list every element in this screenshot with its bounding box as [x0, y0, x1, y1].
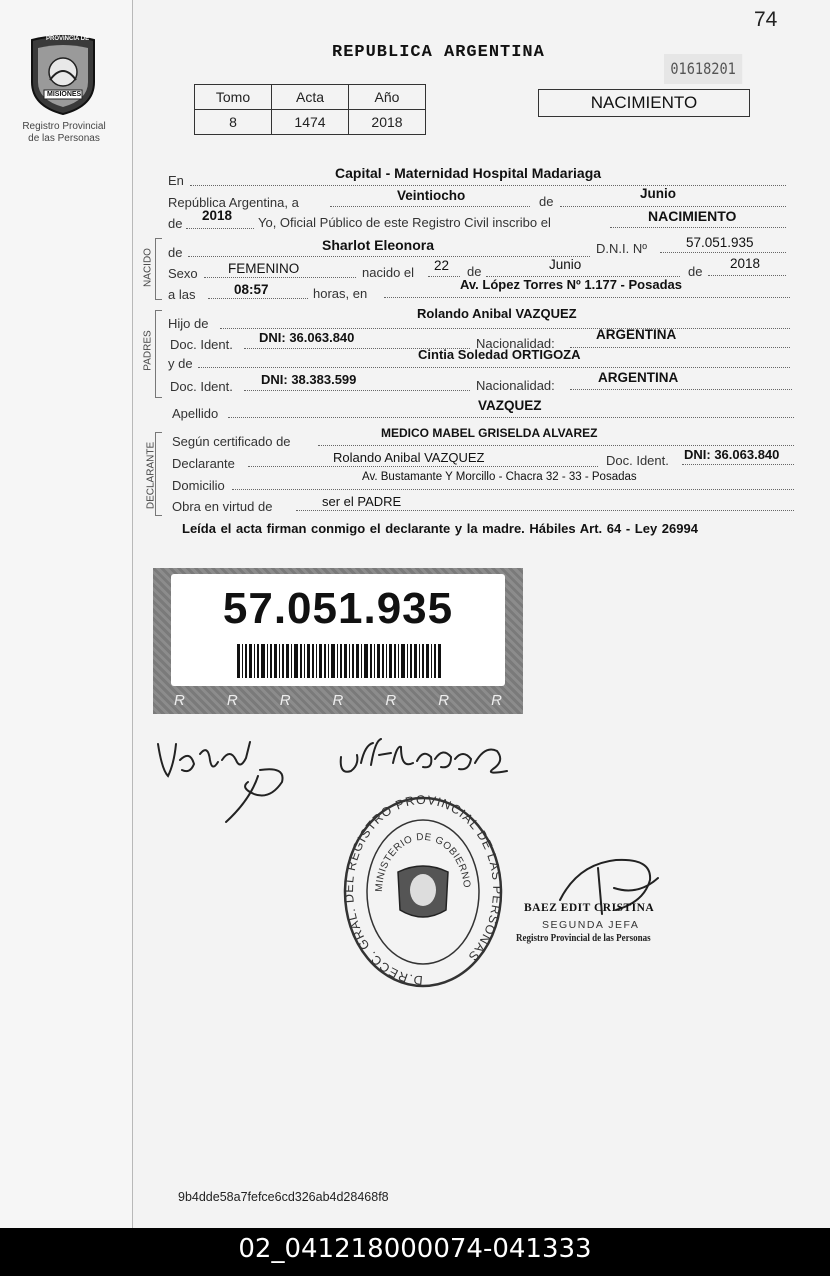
padres-section-label: PADRES	[142, 330, 154, 371]
mother-nationality-label: Nacionalidad:	[476, 378, 555, 393]
sticker-pattern-letter: R	[438, 691, 450, 709]
birth-year: 2018	[730, 256, 761, 271]
nacido-bracket	[155, 238, 162, 300]
father-name: Rolando Anibal VAZQUEZ	[417, 306, 577, 321]
value-tomo: 8	[195, 110, 272, 135]
declarant-doc: DNI: 36.063.840	[684, 447, 780, 462]
certificate-value: MEDICO MABEL GRISELDA ALVAREZ	[381, 426, 598, 440]
header-ano: Año	[349, 85, 426, 110]
event-line	[610, 227, 786, 228]
statement-text: Yo, Oficial Público de este Registro Civil inscribo el	[258, 215, 551, 230]
father-doc-label: Doc. Ident.	[170, 337, 233, 352]
sticker-label	[171, 574, 505, 686]
mother-doc-label: Doc. Ident.	[170, 379, 233, 394]
y-de-label: y de	[168, 356, 193, 371]
newborn-dni: 57.051.935	[686, 235, 754, 250]
apellido-label: Apellido	[172, 406, 219, 421]
nacido-el-label: nacido el	[362, 265, 415, 280]
birth-year-line	[708, 275, 786, 276]
domicilio-label: Domicilio	[172, 478, 225, 493]
obra-label: Obra en virtud de	[172, 499, 273, 514]
dni-sticker	[153, 568, 523, 714]
birth-day: 22	[434, 258, 450, 273]
de-label-2: de	[168, 216, 183, 231]
apellido-value: VAZQUEZ	[478, 398, 542, 413]
agency-name-line1: Registro Provincial	[22, 121, 106, 132]
sticker-pattern-letter: R	[174, 691, 185, 709]
mother-name: Cintia Soledad ORTIGOZA	[418, 347, 581, 362]
declarant-signature	[150, 730, 300, 830]
sexo-label: Sexo	[168, 266, 198, 281]
official-name: BAEZ EDIT CRISTINA	[524, 902, 655, 914]
value-ano: 2018	[349, 110, 426, 135]
province-crest-logo	[26, 32, 100, 116]
declarant-doc-label: Doc. Ident.	[606, 453, 669, 468]
de-label-3: de	[467, 264, 482, 279]
official-title: SEGUNDA JEFA	[542, 919, 640, 931]
father-nationality-label: Nacionalidad:	[476, 336, 555, 351]
apellido-line	[228, 417, 794, 418]
hijo-de-label: Hijo de	[168, 316, 209, 331]
declarante-label: Declarante	[172, 456, 235, 471]
agency-name-line2: de las Personas	[28, 133, 100, 144]
declarant-line	[248, 466, 598, 467]
place-line	[190, 185, 786, 186]
sex-line	[204, 277, 356, 278]
serial-number: 01618201	[664, 54, 742, 84]
birth-address-line	[384, 297, 790, 298]
document-hash: 9b4dde58a7fefce6cd326ab4d28468f8	[178, 1190, 389, 1204]
mother-line	[198, 367, 790, 368]
certificate-line	[318, 445, 794, 446]
domicile-line	[232, 489, 794, 490]
nacido-section-label: NACIDO	[142, 248, 154, 287]
dni-label: D.N.I. Nº	[596, 241, 647, 256]
file-id-bar	[0, 1228, 830, 1276]
value-acta: 1474	[272, 110, 349, 135]
name-line	[188, 256, 590, 257]
seal-ring-text: D.RECC. GRAL. DEL REGISTRO PROVINCIAL DE LAS PERSONAS	[342, 794, 504, 988]
alas-label: a las	[168, 287, 196, 302]
newborn-name: Sharlot Eleonora	[322, 237, 435, 253]
record-type-box: NACIMIENTO	[538, 89, 750, 117]
republica-label: República Argentina, a	[168, 195, 299, 210]
month-value: Junio	[640, 186, 676, 201]
birth-address: Av. López Torres Nº 1.177 - Posadas	[460, 277, 682, 292]
record-reference-table	[194, 84, 426, 135]
declarant-doc-line	[682, 464, 794, 465]
dni-line	[660, 252, 786, 253]
place-value: Capital - Maternidad Hospital Madariaga	[335, 165, 602, 181]
mother-doc-line	[244, 390, 470, 391]
sex-value: FEMENINO	[228, 261, 300, 276]
mother-signature	[335, 735, 520, 785]
file-id: 02_041218000074-041333	[238, 1234, 592, 1264]
birth-time: 08:57	[234, 282, 269, 297]
record-table-header-row	[195, 85, 426, 110]
certificate-label: Según certificado de	[172, 434, 291, 449]
sticker-pattern-bottom	[153, 686, 523, 714]
en-label: En	[168, 173, 184, 188]
logo-text-top: PROVINCIA DE	[46, 36, 90, 42]
mother-nationality: ARGENTINA	[598, 370, 679, 385]
record-table-value-row	[195, 110, 426, 135]
agency-name	[8, 121, 120, 145]
birth-month: Junio	[549, 257, 582, 272]
country-title: REPUBLICA ARGENTINA	[332, 43, 545, 62]
domicile-value: Av. Bustamante Y Morcillo - Chacra 32 - 33 - Posadas	[362, 471, 637, 483]
de-label-1: de	[539, 194, 554, 209]
header-acta: Acta	[272, 85, 349, 110]
reason-value: ser el PADRE	[322, 494, 402, 509]
declarant-name: Rolando Anibal VAZQUEZ	[333, 450, 485, 465]
mother-doc: DNI: 38.383.599	[261, 372, 357, 387]
seal-inner-text: MINISTERIO DE GOBIERNO	[373, 831, 472, 893]
time-line	[208, 298, 308, 299]
sticker-pattern-letter: R	[385, 691, 397, 709]
sticker-pattern-letter: R	[491, 691, 502, 709]
sticker-pattern-letter: R	[279, 691, 291, 709]
padres-bracket	[155, 310, 162, 398]
father-nationality-line	[570, 347, 790, 348]
page-number: 74	[754, 8, 778, 31]
closing-note: Leída el acta firman conmigo el declarante y la madre. Hábiles Art. 64 - Ley 26994	[182, 521, 698, 536]
father-line	[220, 328, 790, 329]
father-doc: DNI: 36.063.840	[259, 330, 355, 345]
mother-nationality-line	[570, 389, 792, 390]
year-value: 2018	[202, 208, 233, 223]
official-seal	[342, 794, 504, 990]
declarante-section-label: DECLARANTE	[145, 441, 157, 510]
sticker-barcode	[237, 644, 443, 678]
event-value: NACIMIENTO	[648, 208, 737, 224]
sticker-pattern-letter: R	[226, 691, 238, 709]
reason-line	[296, 510, 794, 511]
horas-label: horas, en	[313, 286, 368, 301]
nacido-de-label: de	[168, 245, 183, 260]
birth-day-line	[428, 276, 460, 277]
de-label-4: de	[688, 264, 703, 279]
header-tomo: Tomo	[195, 85, 272, 110]
year-line	[186, 228, 254, 229]
father-nationality: ARGENTINA	[596, 327, 677, 342]
day-words-value: Veintiocho	[397, 188, 466, 203]
document-margin	[0, 0, 133, 1228]
sticker-pattern-letter: R	[332, 691, 344, 709]
official-office: Registro Provincial de las Personas	[516, 933, 651, 944]
sticker-dni-number: 57.051.935	[222, 584, 454, 633]
logo-text-bottom: MISIONES	[47, 91, 82, 98]
month-line	[560, 206, 786, 207]
day-words-line	[330, 206, 530, 207]
